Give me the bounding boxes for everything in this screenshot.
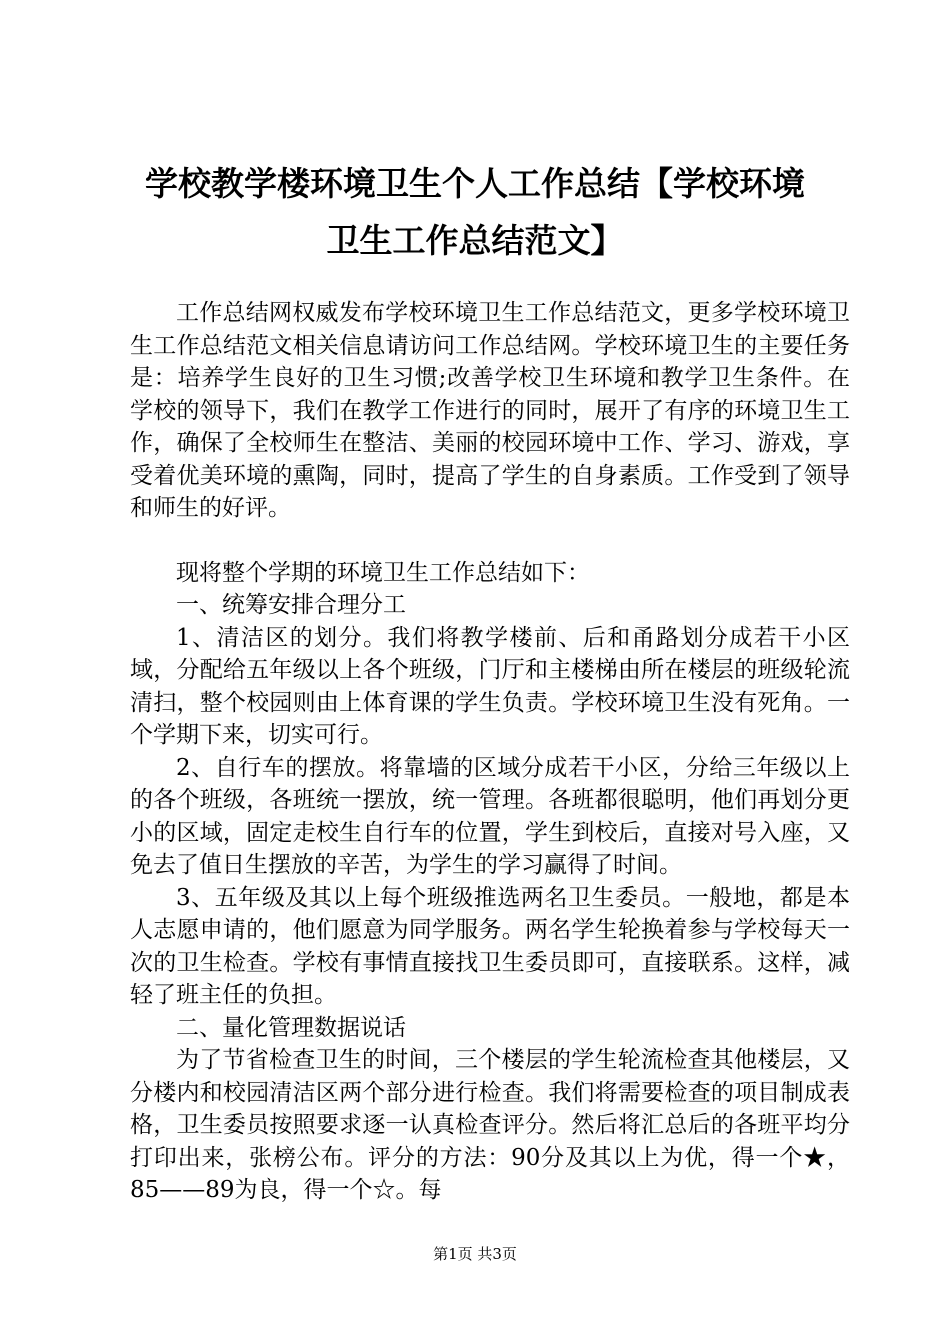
item-paragraph-1: 1、清洁区的划分。我们将教学楼前、后和甬路划分成若干小区域，分配给五年级以上各个班级，门厅和主楼梯由所在楼层的班级轮流清扫，整个校园则由上体育课的学生负责。学校环境卫生没有死角。一个学期下来，切实可行。 — [130, 624, 850, 748]
item-paragraph-3: 3、五年级及其以上每个班级推选两名卫生委员。一般地，都是本人志愿申请的，他们愿意为同学服务。两名学生轮换着参与学校每天一次的卫生检查。学校有事情直接找卫生委员即可，直接联系。这样，减轻了班主任的负担。 — [130, 884, 850, 1008]
document-title-line-1: 学校教学楼环境卫生个人工作总结【学校环境 — [145, 164, 805, 203]
intro-paragraph: 工作总结网权威发布学校环境卫生工作总结范文，更多学校环境卫生工作总结范文相关信息请访问工作总结网。学校环境卫生的主要任务是：培养学生良好的卫生习惯;改善学校卫生环境和教学卫生条件。在学校的领导下，我们在教学工作进行的同时，展开了有序的环境卫生工作，确保了全校师生在整洁、美丽的校园环境中工作、学习、游戏，享受着优美环境的熏陶，同时，提高了学生的自身素质。工作受到了领导和师生的好评。 — [130, 300, 850, 521]
document-title-line-2: 卫生工作总结范文】 — [326, 221, 624, 260]
document-body — [130, 297, 850, 1207]
paragraph-spacer — [130, 525, 850, 557]
item-paragraph-2: 2、自行车的摆放。将靠墙的区域分成若干小区，分给三年级以上的各个班级，各班统一摆放，统一管理。各班都很聪明，他们再划分更小的区域，固定走校生自行车的位置，学生到校后，直接对号入座，又免去了值日生摆放的辛苦，为学生的学习赢得了时间。 — [130, 754, 850, 878]
summary-lead-paragraph: 现将整个学期的环境卫生工作总结如下： — [176, 559, 590, 586]
section-heading-1: 一、统筹安排合理分工 — [176, 592, 406, 618]
page-footer: 第1页 共3页 — [433, 1245, 517, 1263]
section-2-paragraph: 为了节省检查卫生的时间，三个楼层的学生轮流检查其他楼层，又分楼内和校园清洁区两个部分进行检查。我们将需要检查的项目制成表格，卫生委员按照要求逐一认真检查评分。然后将汇总后的各班平均分打印出来，张榜公布。评分的方法：90分及其以上为优，得一个★，85——89为良，得一个☆。每 — [130, 1047, 850, 1203]
section-heading-2: 二、量化管理数据说话 — [176, 1014, 406, 1041]
